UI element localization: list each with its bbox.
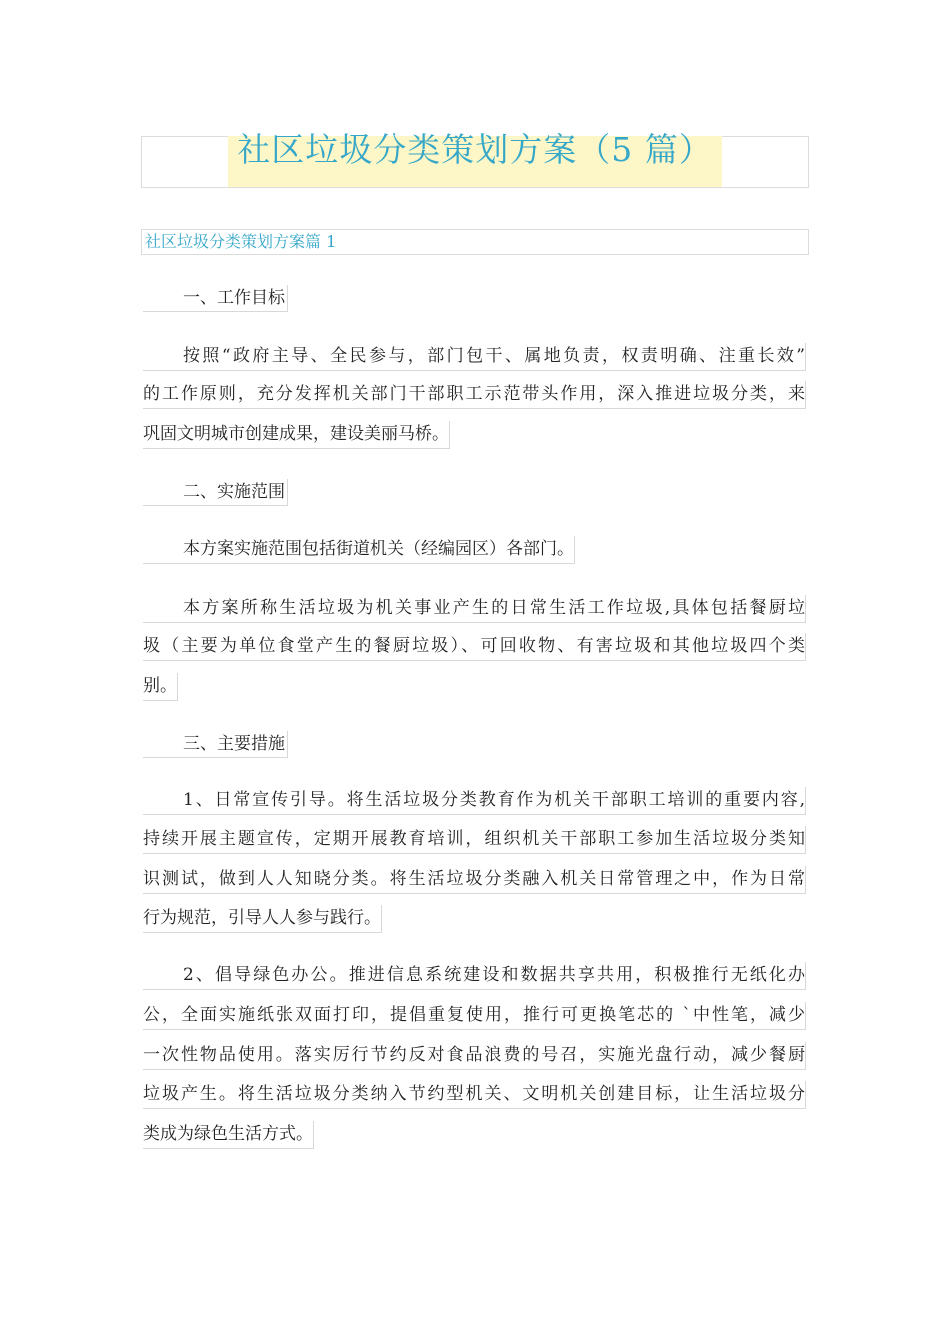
paragraph-line: 别。 (143, 673, 178, 701)
paragraph-line: 识测试，做到人人知晓分类。将生活垃圾分类融入机关日常管理之中，作为日常 (143, 866, 806, 894)
paragraph-line: 2、倡导绿色办公。推进信息系统建设和数据共享共用，积极推行无纸化办 (143, 962, 806, 990)
paragraph-line: 本方案实施范围包括街道机关（经编园区）各部门。 (143, 536, 575, 564)
paragraph-line: 公，全面实施纸张双面打印，提倡重复使用，推行可更换笔芯的 `中性笔，减少 (143, 1002, 806, 1030)
paragraph-line: 1、日常宣传引导。将生活垃圾分类教育作为机关干部职工培训的重要内容, (143, 787, 806, 815)
heading-work-goals: 一、工作目标 (143, 285, 288, 312)
paragraph-line: 一次性物品使用。落实厉行节约反对食品浪费的号召，实施光盘行动，减少餐厨 (143, 1042, 806, 1070)
paragraph-line: 行为规范，引导人人参与践行。 (143, 905, 382, 933)
paragraph-line: 持续开展主题宣传，定期开展教育培训，组织机关干部职工参加生活垃圾分类知 (143, 826, 806, 854)
document-title: 社区垃圾分类策划方案（5 篇） (237, 130, 713, 169)
paragraph-line: 圾（主要为单位食堂产生的餐厨垃圾）、可回收物、有害垃圾和其他垃圾四个类 (143, 633, 806, 661)
paragraph-line: 巩固文明城市创建成果，建设美丽马桥。 (143, 421, 450, 449)
section-subheading: 社区垃圾分类策划方案篇 1 (145, 232, 337, 251)
paragraph-line: 类成为绿色生活方式。 (143, 1121, 314, 1149)
heading-scope: 二、实施范围 (143, 479, 288, 506)
paragraph-line: 按照“政府主导、全民参与，部门包干、属地负责，权责明确、注重长效” (143, 343, 806, 371)
heading-main-measures: 三、主要措施 (143, 731, 288, 758)
paragraph-line: 垃圾产生。将生活垃圾分类纳入节约型机关、文明机关创建目标，让生活垃圾分 (143, 1081, 806, 1109)
paragraph-line: 的工作原则，充分发挥机关部门干部职工示范带头作用，深入推进垃圾分类，来 (143, 381, 806, 409)
paragraph-line: 本方案所称生活垃圾为机关事业产生的日常生活工作垃圾,具体包括餐厨垃 (143, 595, 806, 623)
